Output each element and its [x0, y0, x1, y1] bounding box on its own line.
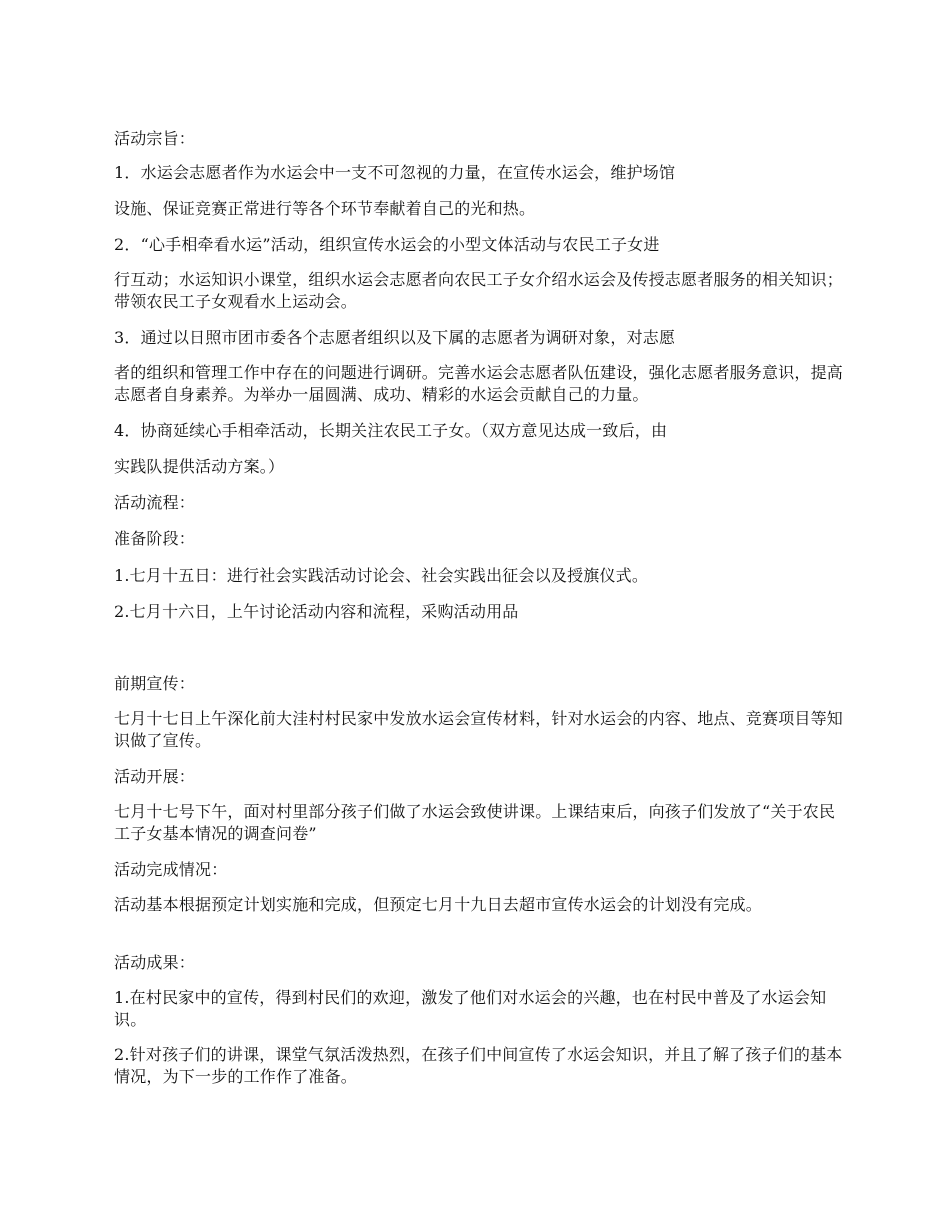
conduct-heading: 活动开展： [114, 767, 196, 786]
purpose-item-1-line-1: 1．水运会志愿者作为水运会中一支不可忽视的力量，在宣传水运会，维护场馆 [114, 163, 676, 182]
prep-item-1: 1.七月十五日：进行社会实践活动讨论会、社会实践出征会以及授旗仪式。 [114, 566, 649, 585]
promo-text: 七月十七日上午深化前大洼村村民家中发放水运会宣传材料，针对水运会的内容、地点、竞赛项目等知识做了宣传。 [114, 709, 844, 750]
purpose-item-2-line-1: 2．“心手相牵看水运”活动，组织宣传水运会的小型文体活动与农民工子女进 [114, 235, 660, 254]
prep-item-2: 2.七月十六日，上午讨论活动内容和流程，采购活动用品 [114, 602, 519, 621]
promo-heading: 前期宣传： [114, 674, 196, 693]
prep-heading: 准备阶段： [114, 529, 196, 548]
conduct-text: 七月十七号下午，面对村里部分孩子们做了水运会致使讲课。上课结束后，向孩子们发放了“关于农民工子女基本情况的调查问卷” [114, 802, 836, 843]
purpose-heading: 活动宗旨： [114, 129, 196, 148]
result-item-1: 1.在村民家中的宣传，得到村民们的欢迎，激发了他们对水运会的兴趣，也在村民中普及了水运会知识。 [114, 988, 827, 1029]
purpose-item-1-line-2: 设施、保证竞赛正常进行等各个环节奉献着自己的光和热。 [114, 199, 536, 218]
process-heading: 活动流程： [114, 493, 196, 512]
results-heading: 活动成果： [114, 953, 196, 972]
purpose-item-4-line-1: 4．协商延续心手相牵活动，长期关注农民工子女。（双方意见达成一致后，由 [114, 421, 668, 440]
result-item-2: 2.针对孩子们的讲课，课堂气氛活泼热烈，在孩子们中间宣传了水运会知识，并且了解了孩子们的基本情况，为下一步的工作作了准备。 [114, 1045, 843, 1086]
purpose-item-3-continuation: 者的组织和管理工作中存在的问题进行调研。完善水运会志愿者队伍建设，强化志愿者服务意识，提高志愿者自身素养。为举办一届圆满、成功、精彩的水运会贡献自己的力量。 [114, 363, 844, 404]
purpose-item-4-line-2: 实践队提供活动方案。） [114, 457, 285, 476]
completion-heading: 活动完成情况： [114, 860, 228, 879]
completion-text: 活动基本根据预定计划实施和完成，但预定七月十九日去超市宣传水运会的计划没有完成。 [114, 895, 763, 914]
purpose-item-2-continuation: 行互动；水运知识小课堂，组织水运会志愿者向农民工子女介绍水运会及传授志愿者服务的相关知识；带领农民工子女观看水上运动会。 [114, 270, 844, 311]
purpose-item-3-line-1: 3．通过以日照市团市委各个志愿者组织以及下属的志愿者为调研对象，对志愿 [114, 328, 676, 347]
